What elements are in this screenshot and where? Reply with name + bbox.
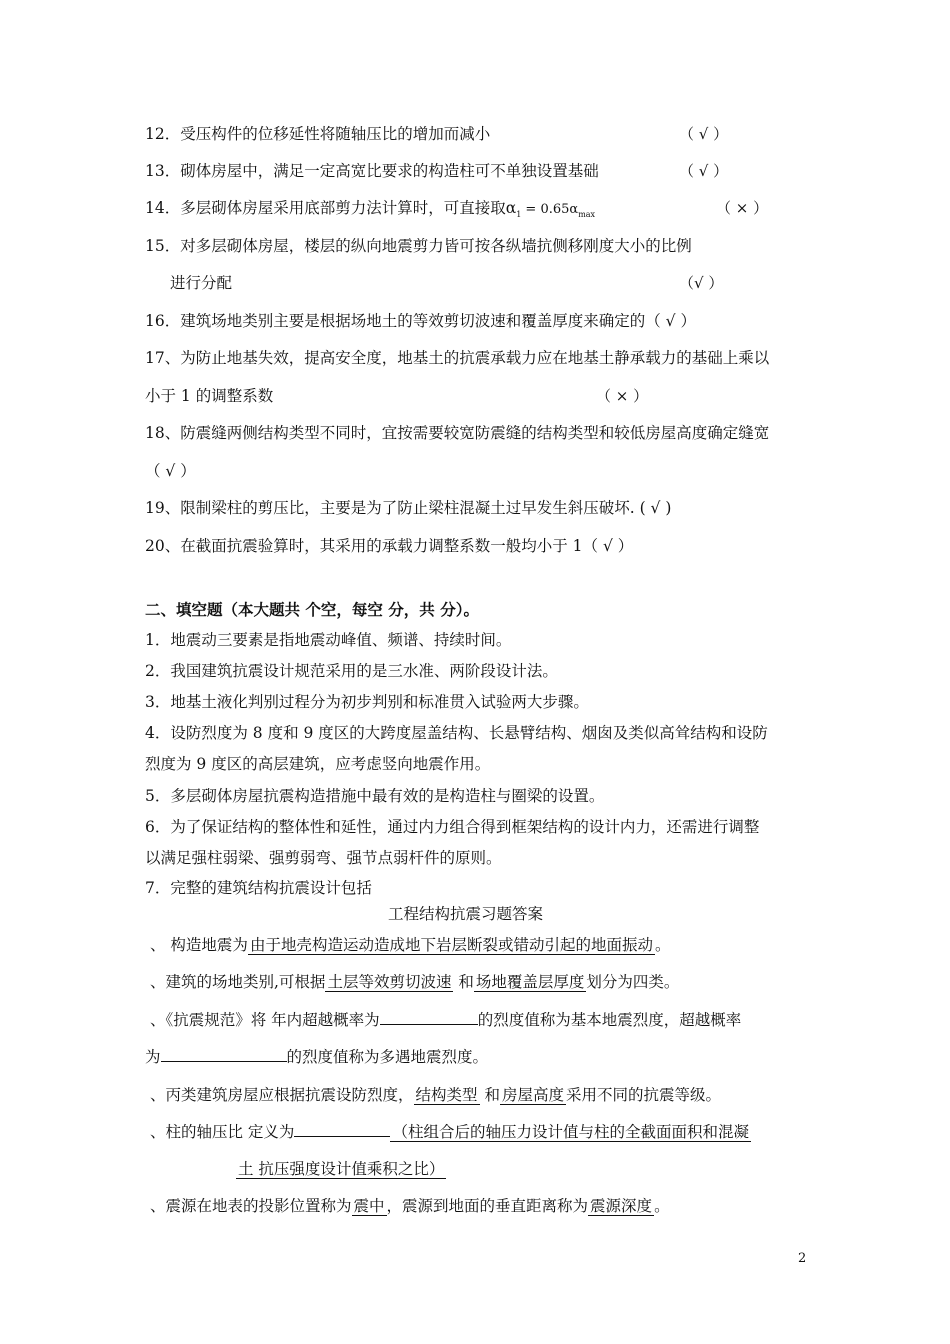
question-15 (145, 236, 692, 256)
answer-q3-prompt: 、《抗震规范》将 年内超越概率为 (150, 1011, 380, 1029)
question-text: 13．砌体房屋中，满足一定高宽比要求的构造柱可不单独设置基础 (145, 162, 599, 180)
answer-q4-fill-2: 房屋高度 (501, 1086, 564, 1104)
answer-mark-14: （ × ） (716, 199, 769, 217)
answer-q2-mid: 和 (458, 973, 474, 991)
answer-q5-cont (236, 1159, 446, 1179)
answer-q2-fill-2: 场地覆盖层厚度 (475, 973, 585, 991)
answer-q3-cont (145, 1047, 488, 1067)
fill-item-7: 7．完整的建筑结构抗震设计包括 (145, 879, 372, 897)
question-text: 12．受压构件的位移延性将随轴压比的增加而减小 (145, 125, 491, 143)
answer-q5-prompt: 、柱的轴压比 定义为 (150, 1123, 295, 1141)
fill-item-1: 1．地震动三要素是指地震动峰值、频谱、持续时间。 (145, 631, 512, 649)
answer-q1-end: 。 (654, 936, 671, 954)
answer-q6-end: 。 (654, 1197, 670, 1215)
question-16: 16．建筑场地类别主要是根据场地土的等效剪切波速和覆盖厚度来确定的（ √ ） (145, 312, 696, 330)
question-20: 20、在截面抗震验算时，其采用的承载力调整系数一般均小于 1（ √ ） (145, 537, 634, 555)
fill-item-3: 3．地基土液化判别过程分为初步判别和标准贯入试验两大步骤。 (145, 693, 589, 711)
answer-q1-fill: 由于地壳构造运动造成地下岩层断裂或错动引起的地面振动 (249, 936, 653, 954)
answer-mark-15: （√ ） (679, 274, 724, 292)
formula: = 0.65α (521, 202, 579, 217)
question-19: 19、限制梁柱的剪压比，主要是为了防止梁柱混凝土过早发生斜压破坏. ( √ ) (145, 499, 672, 517)
answer-q4-mid: 和 (484, 1086, 500, 1104)
fill-item-4: 4．设防烈度为 8 度和 9 度区的大跨度屋盖结构、长悬臂结构、烟囱及类似高耸结构和设防 (145, 724, 768, 742)
answer-q5-blank (294, 1136, 390, 1137)
question-12 (145, 124, 490, 144)
answer-q4-fill-1: 结构类型 (415, 1086, 478, 1104)
answer-q1-prompt: 、 构造地震为 (150, 936, 248, 954)
fill-item-6-cont: 以满足强柱弱梁、强剪弱弯、强节点弱杆件的原则。 (145, 849, 502, 867)
question-18: 18、防震缝两侧结构类型不同时，宜按需要较宽防震缝的结构类型和较低房屋高度确定缝宽 (145, 424, 770, 442)
answer-q4-end: 采用不同的抗震等级。 (566, 1086, 722, 1104)
answer-q6-fill-1: 震中 (353, 1197, 385, 1215)
answer-q3b-blank (161, 1061, 287, 1062)
question-15-cont (170, 273, 232, 293)
answer-q2 (150, 972, 679, 992)
answer-q2-fill-1: 土层等效剪切波速 (327, 973, 452, 991)
question-13 (145, 161, 599, 181)
answer-q6-fill-2: 震源深度 (590, 1197, 653, 1215)
answer-q3-mid: 的烈度值称为基本地震烈度，超越概率 (477, 1011, 742, 1029)
answer-q6-prompt: 、震源在地表的投影位置称为 (150, 1197, 352, 1215)
fill-item-2: 2．我国建筑抗震设计规范采用的是三水准、两阶段设计法。 (145, 662, 558, 680)
answer-q2-prompt: 、建筑的场地类别,可根据 (150, 973, 326, 991)
answer-mark-12: （ √ ） (679, 125, 729, 143)
answer-q6-mid: ，震源到地面的垂直距离称为 (386, 1197, 589, 1215)
fill-item-5: 5．多层砌体房屋抗震构造措施中最有效的是构造柱与圈梁的设置。 (145, 787, 605, 805)
answer-q4 (150, 1085, 721, 1105)
page-number: 2 (798, 1251, 807, 1266)
question-text: 小于 1 的调整系数 (145, 387, 274, 405)
fill-item-4-cont: 烈度为 9 度区的高层建筑，应考虑竖向地震作用。 (145, 755, 491, 773)
answer-q2-end: 划分为四类。 (586, 973, 680, 991)
answer-q1 (150, 935, 670, 955)
question-text: 进行分配 (170, 274, 233, 292)
answer-q5-fill: （柱组合后的轴压力设计值与柱的全截面面积和混凝 (392, 1123, 749, 1141)
question-17-cont (145, 386, 273, 406)
subscript-1: 1 (516, 210, 522, 219)
answer-q5b-fill: 土 抗压强度设计值乘积之比） (238, 1160, 445, 1178)
answer-q5 (150, 1122, 751, 1142)
answer-q3b-prompt: 为 (145, 1048, 161, 1066)
answer-mark-13: （ √ ） (679, 162, 729, 180)
answer-q6 (150, 1196, 670, 1216)
fill-item-6: 6．为了保证结构的整体性和延性，通过内力组合得到框架结构的设计内力，还需进行调整 (145, 818, 760, 836)
question-14 (145, 198, 595, 225)
answer-mark-18: （ √ ） (145, 462, 196, 480)
question-text: 14．多层砌体房屋采用底部剪力法计算时，可直接取 (145, 199, 506, 217)
answer-mark-17: （ × ） (596, 387, 649, 405)
section-heading: 二、填空题（本大题共 个空，每空 分，共 分）。 (145, 600, 479, 619)
answer-q3-blank (380, 1024, 478, 1025)
alpha-symbol: α (505, 199, 517, 217)
question-text: 15．对多层砌体房屋，楼层的纵向地震剪力皆可按各纵墙抗侧移刚度大小的比例 (145, 237, 692, 255)
answer-q3 (150, 1010, 741, 1030)
subscript-max: max (578, 210, 596, 219)
answer-q4-prompt: 、丙类建筑房屋应根据抗震设防烈度， (150, 1086, 414, 1104)
answer-title: 工程结构抗震习题答案 (388, 905, 544, 923)
answer-q3b-end: 的烈度值称为多遇地震烈度。 (286, 1048, 489, 1066)
question-17: 17、为防止地基失效，提高安全度，地基土的抗震承载力应在地基土静承载力的基础上乘以 (145, 349, 770, 367)
